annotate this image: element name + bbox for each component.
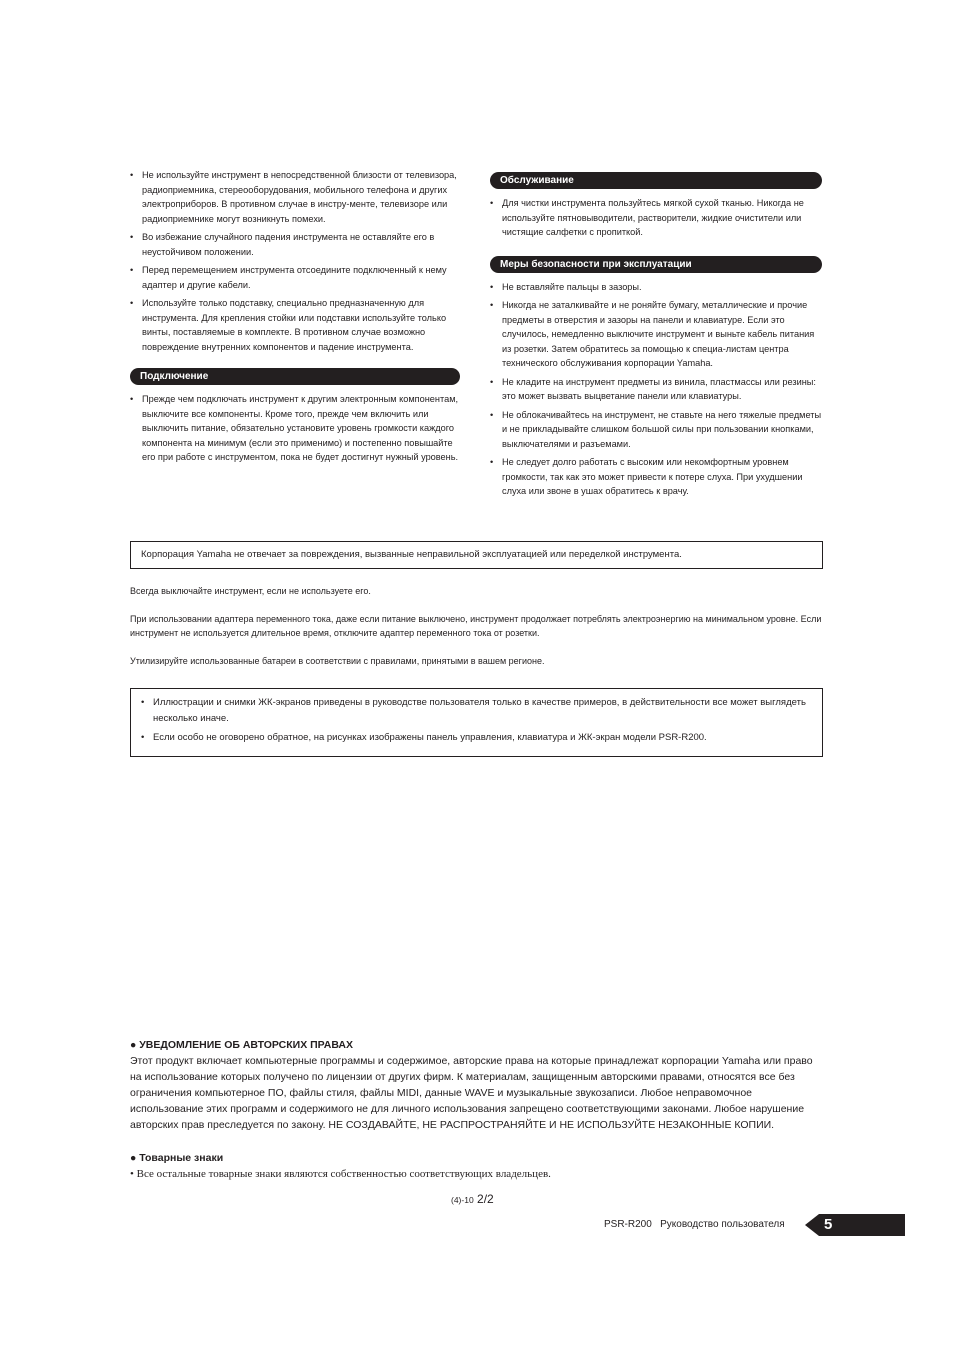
list-item: • Иллюстрации и снимки ЖК-экранов приведены в руководстве пользователя только в качестве примеров, в действительности все может выглядеть несколько иначе.: [141, 695, 812, 726]
connection-heading: Подключение: [130, 368, 460, 385]
maintenance-list: [490, 196, 822, 240]
document-code-small: (4)-10: [451, 1195, 474, 1205]
copyright-heading: ● УВЕДОМЛЕНИЕ ОБ АВТОРСКИХ ПРАВАХ: [130, 1039, 353, 1051]
maintenance-heading: Обслуживание: [490, 172, 822, 189]
document-code: [451, 1192, 494, 1206]
list-item: • Прежде чем подключать инструмент к другим электронным компонентам, выключите все компоненты. Кроме того, прежде чем включить или выключить питание, обязательно установите уровень громкости каждого компонента на минимум (если это применимо) и постепенно повышайте его при работе с инструментом, пока не будет достигнут нужный уровень.: [130, 392, 460, 465]
note-power-off: Всегда выключайте инструмент, если не используете его.: [130, 586, 371, 596]
left-column: [130, 168, 460, 469]
page-tab-shape: [805, 1214, 905, 1236]
page-number: 5: [824, 1216, 833, 1233]
document-code-main: 2/2: [477, 1192, 494, 1206]
trademarks-heading: ● Товарные знаки: [130, 1152, 224, 1164]
disclaimer-box: Корпорация Yamaha не отвечает за повреждения, вызванные неправильной эксплуатацией или переделкой инструмента.: [130, 541, 823, 569]
list-item: • Во избежание случайного падения инструмента не оставляйте его в неустойчивом положении.: [130, 230, 460, 259]
list-item: • Никогда не заталкивайте и не роняйте бумагу, металлические и прочие предметы в отверстия и зазоры на панели и клавиатуре. Если это случилось, немедленно выключите инструмент и выньте кабель питания из розетки. Затем обратитесь за помощью к специа-листам центра технического обслуживания корпорации Yamaha.: [490, 298, 822, 371]
illustrations-list: [141, 695, 812, 746]
list-item: • Для чистки инструмента пользуйтесь мягкой сухой тканью. Никогда не используйте пятновыводители, растворители, жидкие очистители или чистящие салфетки с пропиткой.: [490, 196, 822, 240]
note-adapter: При использовании адаптера переменного тока, даже если питание выключено, инструмент продолжает потреблять электроэнергию на минимальном уровне. Если инструмент не используется длительное время, отключите адаптер переменного тока от розетки.: [130, 614, 822, 638]
list-item: • Не используйте инструмент в непосредственной близости от телевизора, радиоприемника, стереооборудования, мобильного телефона и других электроприборов. В противном случае в инстру-менте, телевизоре или радиоприемнике могут возникнуть помехи.: [130, 168, 460, 226]
list-item: • Не облокачивайтесь на инструмент, не ставьте на него тяжелые предметы и не прикладывайте слишком большой силы при пользовании кнопками, выключателями и разъемами.: [490, 408, 822, 452]
illustrations-box: [130, 688, 823, 757]
trademarks-body: • Все остальные товарные знаки являются собственностью соответствующих владельцев.: [130, 1168, 551, 1180]
intro-list: [130, 168, 460, 354]
note-batteries: Утилизируйте использованные батареи в соответствии с правилами, принятыми в вашем регионе.: [130, 656, 545, 666]
safety-list: [490, 280, 822, 499]
trademarks: [130, 1150, 825, 1182]
copyright-notice: [130, 1037, 825, 1133]
footer-manual-title: PSR-R200 Руководство пользователя: [604, 1219, 785, 1230]
list-item: • Используйте только подставку, специально предназначенную для инструмента. Для крепления стойки или подставки используйте только винты, поставляемые в комплекте. В противном случае возможно повреждение внутренних компонентов и падение инструмента.: [130, 296, 460, 354]
list-item: • Не вставляйте пальцы в зазоры.: [490, 280, 822, 295]
list-item: • Не кладите на инструмент предметы из винила, пластмассы или резины: это может вызвать выцветание панели или клавиатуры.: [490, 375, 822, 404]
list-item: • Перед перемещением инструмента отсоедините подключенный к нему адаптер и другие кабели.: [130, 263, 460, 292]
connection-list: [130, 392, 460, 465]
right-column: [490, 172, 822, 503]
list-item: • Не следует долго работать с высоким или некомфортным уровнем громкости, так как это может привести к потере слуха. При ухудшении слуха или звоне в ушах обратитесь к врачу.: [490, 455, 822, 499]
safety-heading: Меры безопасности при эксплуатации: [490, 256, 822, 273]
copyright-body: Этот продукт включает компьютерные программы и содержимое, авторские права на которые принадлежат корпорации Yamaha или право на использование которых получено по лицензии от других фирм. К материалам, защищенным авторскими правами, относятся все без ограничения компьютерное ПО, файлы стиля, файлы MIDI, данные WAVE и музыкальные звукозаписи. Любое неправомочное использование этих программ и содержимого не для личного использования запрещено соответствующими законами. Любое нарушение авторских прав преследуется по закону. НЕ СОЗДАВАЙТЕ, НЕ РАСПРОСТРАНЯЙТЕ И НЕ ИСПОЛЬЗУЙТЕ НЕЗАКОННЫЕ КОПИИ.: [130, 1055, 813, 1131]
list-item: • Если особо не оговорено обратное, на рисунках изображены панель управления, клавиатура и ЖК-экран модели PSR-R200.: [141, 730, 812, 746]
